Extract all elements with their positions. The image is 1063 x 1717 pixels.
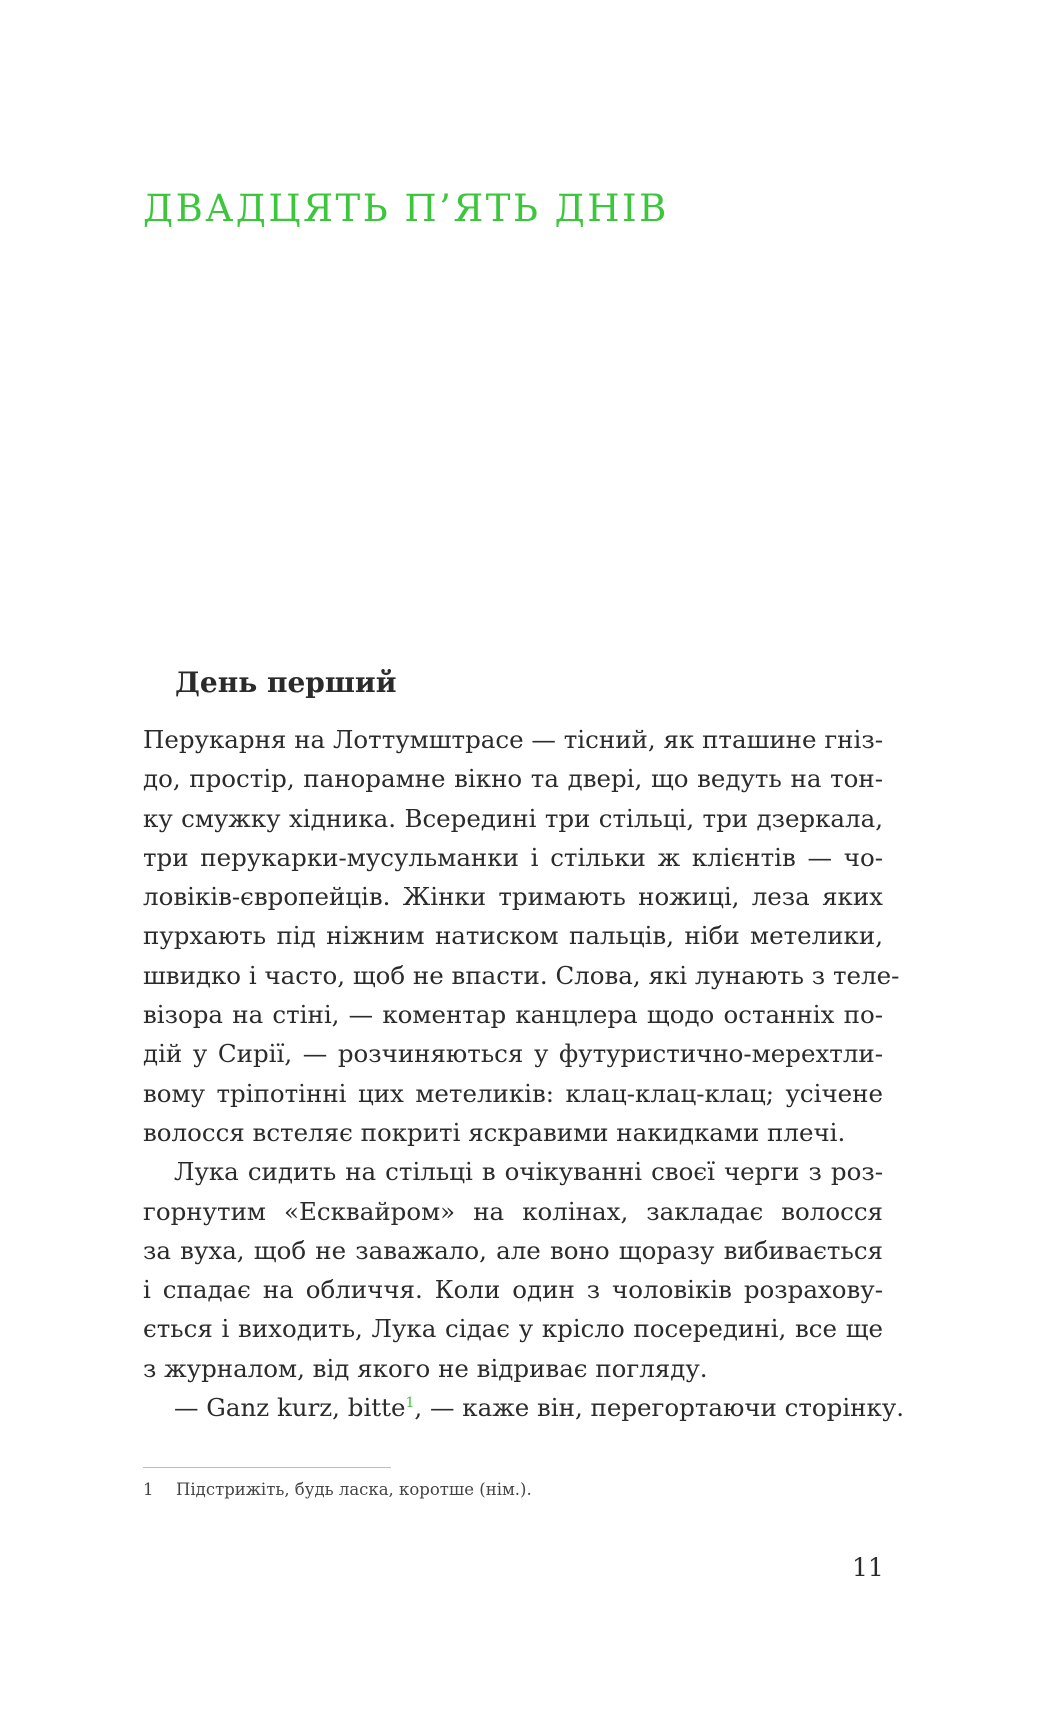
footnote-reference[interactable]: 1 bbox=[405, 1394, 415, 1411]
text-line: з журналом, від якого не відриває погляду. bbox=[143, 1353, 708, 1383]
chapter-title: ДВАДЦЯТЬ П’ЯТЬ ДНІВ bbox=[143, 187, 669, 230]
dialogue-text-continued: , — каже він, перегортаючи сторінку. bbox=[414, 1393, 905, 1423]
footnote bbox=[143, 1480, 532, 1499]
text-line: швидко і часто, щоб не впасти. Слова, які лунають з теле- bbox=[143, 960, 900, 990]
section-title: День перший bbox=[175, 666, 397, 699]
text-line: волосся встеляє покриті яскравими накидками плечі. bbox=[143, 1117, 846, 1147]
footnote-text: Підстрижіть, будь ласка, коротше (нім.). bbox=[176, 1480, 532, 1499]
text-line: Перукарня на Лоттумштрасе — тісний, як пташине гніз- bbox=[143, 725, 883, 754]
text-line: до, простір, панорамне вікно та двері, що ведуть на тон- bbox=[143, 764, 883, 794]
text-line: три перукарки-мусульманки і стільки ж клієнтів — чо- bbox=[143, 842, 883, 872]
dialogue-line bbox=[143, 1388, 905, 1427]
text-line: ку смужку хідника. Всередині три стільці, три дзеркала, bbox=[143, 803, 883, 833]
text-line: ється і виходить, Лука сідає у крісло посередині, все ще bbox=[143, 1314, 883, 1344]
text-line: і спадає на обличчя. Коли один з чоловіків розрахову- bbox=[143, 1275, 883, 1305]
body-text bbox=[143, 720, 905, 1427]
text-line: горнутим «Есквайром» на колінах, закладає волосся bbox=[143, 1196, 883, 1226]
dialogue-text: — Ganz kurz, bitte bbox=[174, 1393, 406, 1423]
text-line: дій у Сирії, — розчиняються у футуристично-мерехтли- bbox=[143, 1039, 883, 1069]
text-line: вому тріпотінні цих метеликів: клац-клац-клац; усічене bbox=[143, 1078, 883, 1108]
text-line: ловіків-європейців. Жінки тримають ножиці, леза яких bbox=[143, 882, 883, 912]
text-line: візора на стіні, — коментар канцлера щодо останніх по- bbox=[143, 1000, 883, 1030]
text-line: за вуха, щоб не заважало, але воно щоразу вибивається bbox=[143, 1235, 883, 1265]
page-number: 11 bbox=[852, 1553, 884, 1582]
footnote-divider bbox=[143, 1467, 391, 1468]
text-line: Лука сидить на стільці в очікуванні своєї черги з роз- bbox=[174, 1157, 883, 1187]
footnote-number: 1 bbox=[143, 1480, 154, 1499]
text-line: пурхають під ніжним натиском пальців, ніби метелики, bbox=[143, 921, 883, 951]
